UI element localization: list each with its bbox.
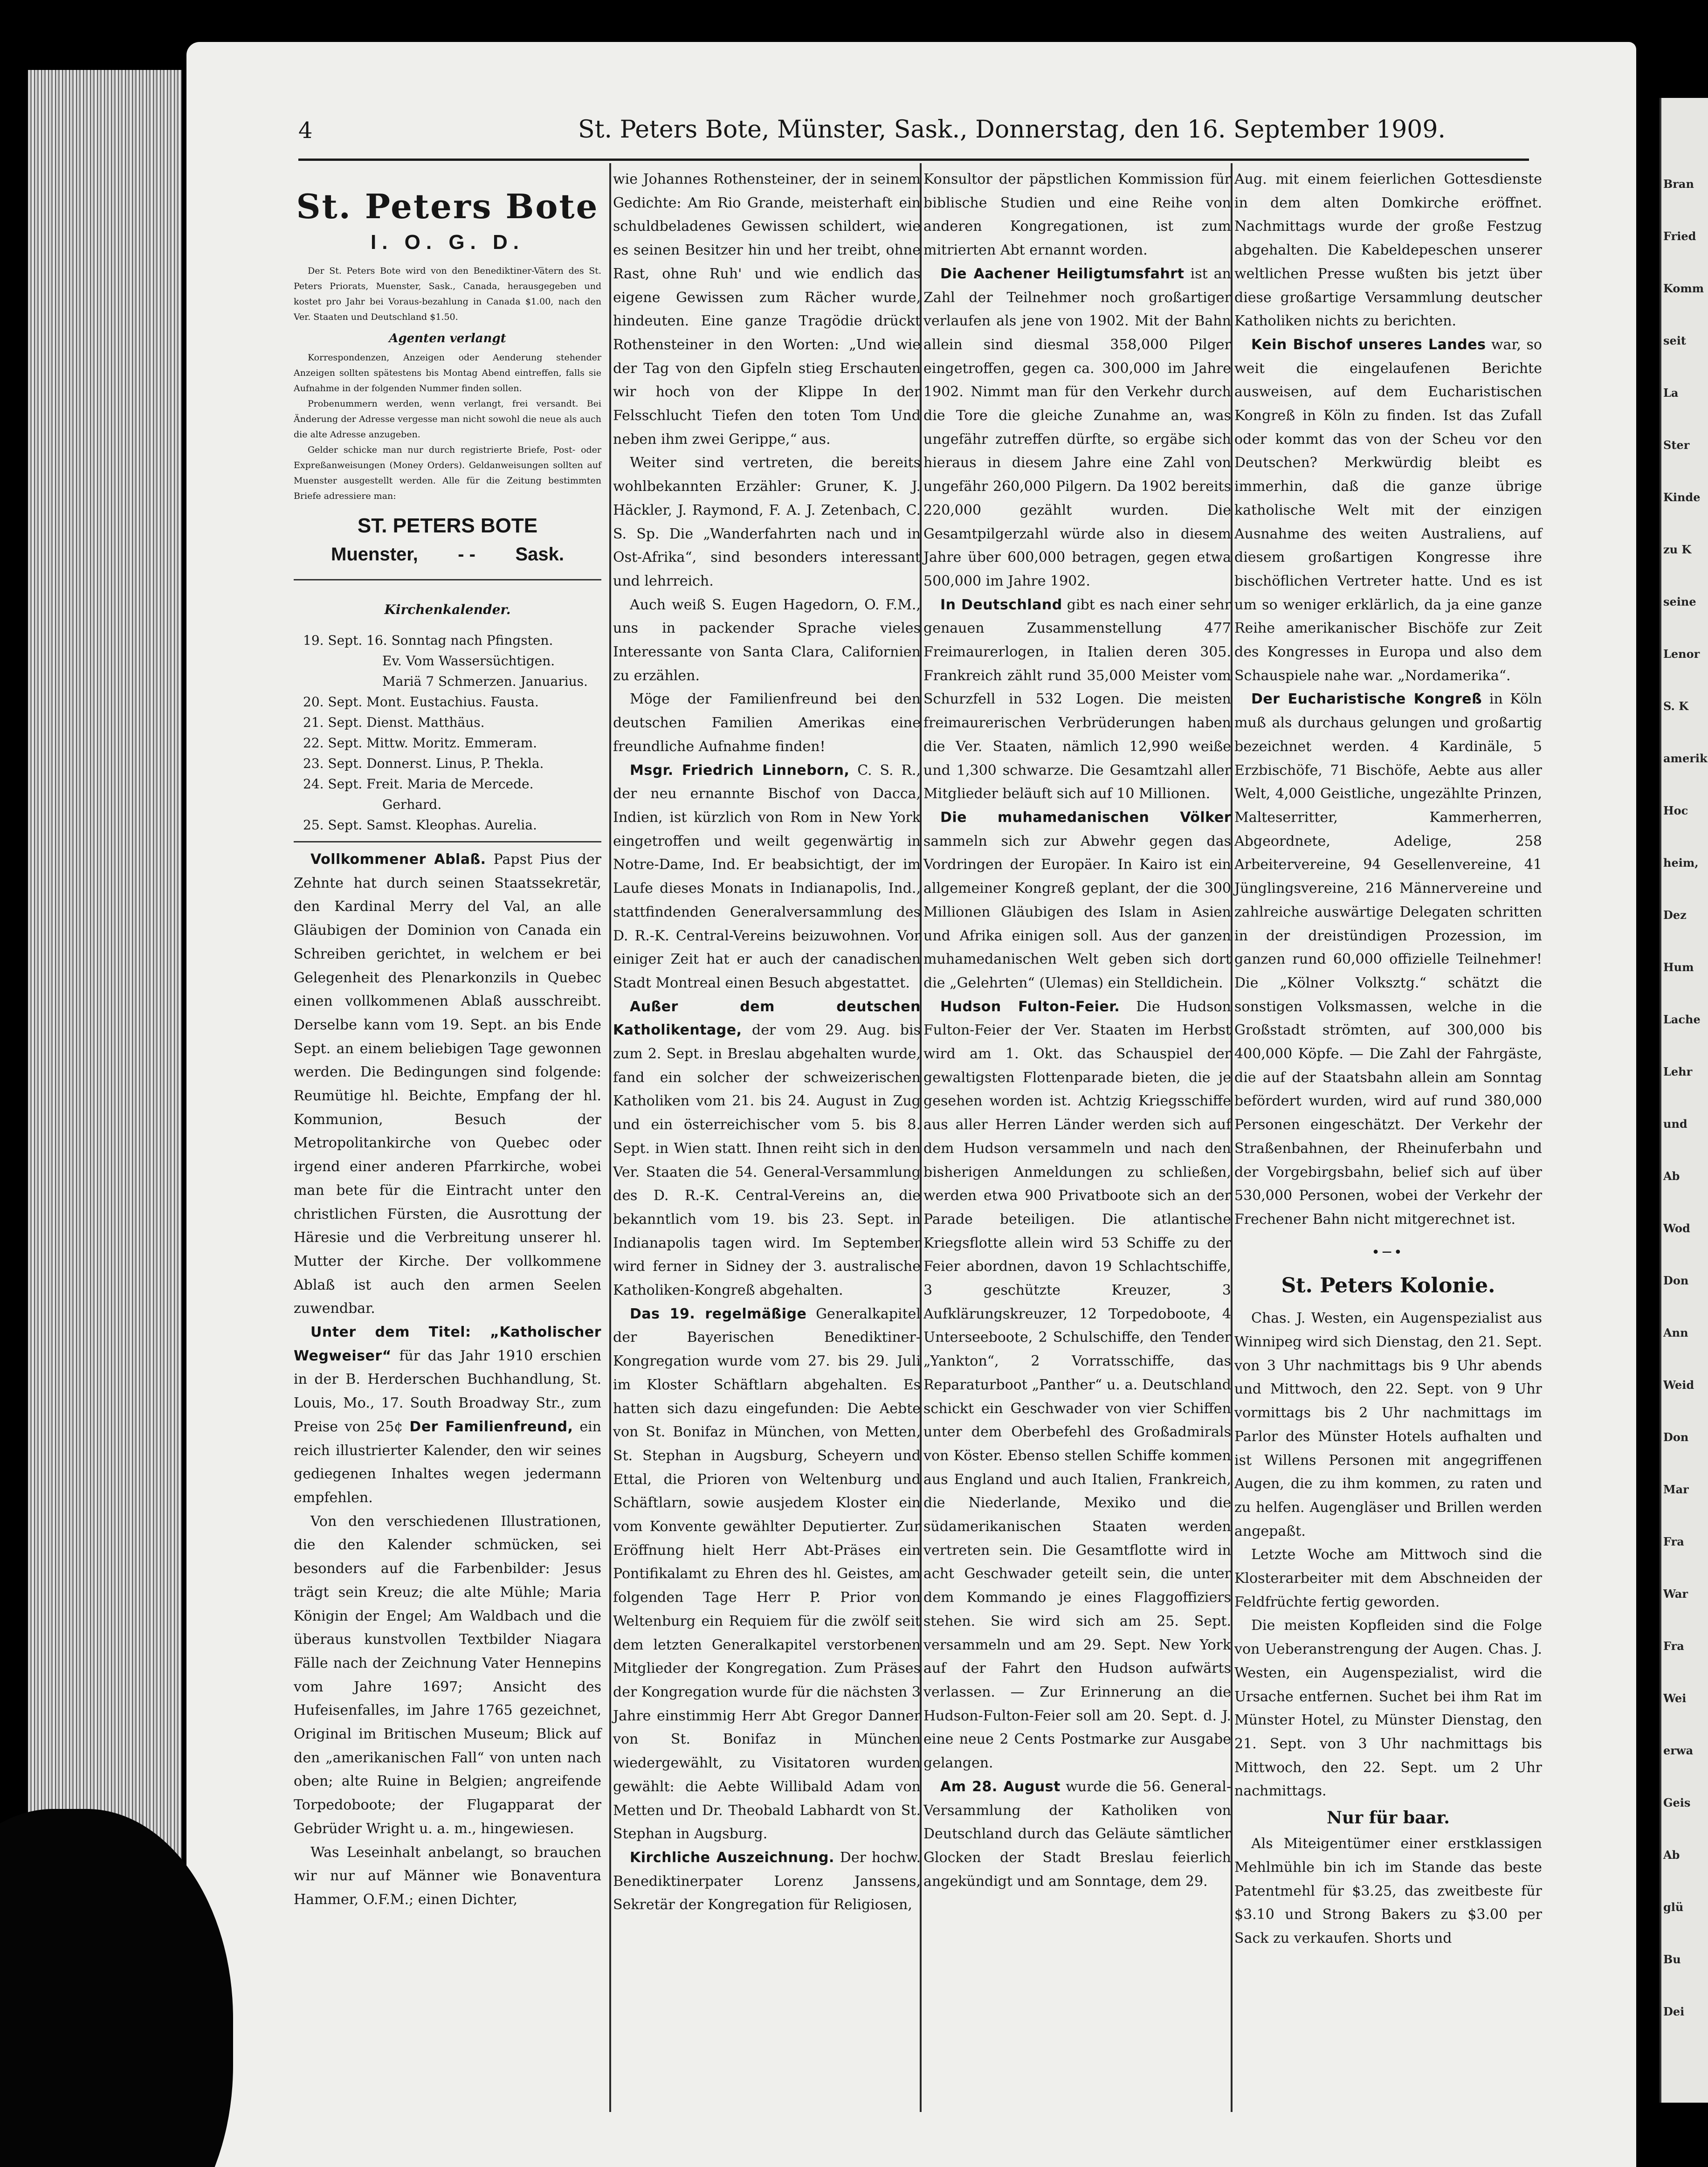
- article-heading: Der Familienfreund,: [409, 1418, 573, 1435]
- facing-page-word: seine: [1663, 595, 1696, 608]
- article-text: ein reich illustrierter Kalender, den wir seines gediegenen Inhaltes wegen jedermann empfehlen.: [294, 1418, 601, 1506]
- article-text: Möge der Familienfreund bei den deutschen Familien Amerikas eine freundliche Aufnahme finden!: [613, 691, 921, 755]
- facing-page-word: Dei: [1663, 2005, 1685, 2018]
- facing-page-word: Bran: [1663, 177, 1694, 191]
- column-3: [923, 168, 1231, 1893]
- facing-page-word: Don: [1663, 1274, 1689, 1287]
- article: [294, 1321, 601, 1510]
- facing-page-word: Ab: [1663, 1848, 1680, 1862]
- calendar-line: 19. Sept. 16. Sonntag nach Pfingsten.: [303, 633, 553, 648]
- article: [613, 1846, 921, 1917]
- calendar-line: 23. Sept. Donnerst. Linus, P. Thekla.: [303, 756, 544, 771]
- article-heading: Kein Bischof unseres Landes: [1251, 336, 1486, 353]
- article-text: sammeln sich zur Abwehr gegen das Vordringen der Europäer. In Kairo ist ein allgemeiner Kongreß geplant, der die 300 Millionen Gläubigen des Islam in Asien und Afrika einigen soll. Aus der ganzen muhamedanischen Welt geben sich dort die „Gelehrten“ (Ulemas) ein Stelldichein.: [923, 833, 1231, 991]
- calendar-line: Gerhard.: [382, 797, 442, 812]
- article-text: Generalkapitel der Bayerischen Benediktiner-Kongregation wurde vom 27. bis 29. Juli im Kloster Schäftlarn abgehalten. Es hatten sich dazu eingefunden: Die Aebte von St. Bonifaz in München, von Metten, St. Stephan in Augsburg, Scheyern und Ettal, die Prioren von Weltenburg und Schäftlarn, sowie ausjedem Kloster ein vom Konvente gewählter Deputierter. Zur Eröffnung hielt Herr Abt-Präses ein Pontifikalamt zu Ehren des hl. Geistes, am folgenden Tage Herr P. Prior von Weltenburg ein Requiem für die zwölf seit dem letzten Generalkapitel verstorbenen Mitglieder der Kongregation. Zum Präses der Kongregation wurde für die nächsten 3 Jahre einstimmig Herr Abt Gregor Danner von St. Bonifaz in München wiedergewählt, zu Visitatoren wurden gewählt: die Aebte Willibald Adam von Metten und Dr. Theobald Labhardt von St. Stephan in Augsburg.: [613, 1305, 921, 1843]
- article-heading: Unter dem Titel: „Katholischer Wegweiser“: [294, 1324, 601, 1364]
- article-text: Auch weiß S. Eugen Hagedorn, O. F.M., uns in packender Sprache vieles Interessante von Santa Clara, Californien zu erzählen.: [613, 596, 921, 684]
- facing-page-word: Mar: [1663, 1483, 1689, 1496]
- article-heading: Die muhamedanischen Völker: [940, 809, 1231, 826]
- facing-page-word: seit: [1663, 334, 1686, 347]
- facing-page-word: Fra: [1663, 1535, 1684, 1548]
- facing-page-word: glü: [1663, 1900, 1684, 1914]
- facing-page-word: heim,: [1663, 856, 1699, 870]
- calendar-line: 22. Sept. Mittw. Moritz. Emmeram.: [303, 735, 537, 751]
- article: [1234, 688, 1542, 1231]
- article-heading: Das 19. regelmäßige: [630, 1305, 807, 1322]
- article: [294, 848, 601, 1321]
- article-text: Der hochw. Benediktinerpater Lorenz Janssens, Sekretär der Kongregation für Religiosen,: [613, 1849, 921, 1913]
- article-text: der vom 29. Aug. bis zum 2. Sept. in Breslau abgehalten wurde, fand ein solcher der schweizerischen Katholiken vom 21. bis 24. August in Zug und ein österreichischer vom 5. bis 8. Sept. in Wien statt. Ihnen reiht sich in den Ver. Staaten die 54. General-Versammlung des D. R.-K. Central-Vereins an, die bekanntlich vom 19. bis 23. Sept. in Indianapolis tagen wird. Im September wird ferner in Sidney der 3. australische Katholiken-Kongreß abgehalten.: [613, 1022, 921, 1299]
- facing-page-word: Lache: [1663, 1013, 1701, 1026]
- facing-page-word: zu K: [1663, 543, 1692, 556]
- article: [923, 594, 1231, 806]
- article-text: Weiter sind vertreten, die bereits wohlbekannten Erzähler: Gruner, K. J. Häckler, J. Raymond, F. A. J. Zetenbach, C. S. Sp. Die „Wanderfahrten nach und in Ost-Afrika“, sind besonders interessant und lehrreich.: [613, 455, 921, 589]
- article-heading: Der Eucharistische Kongreß: [1251, 691, 1482, 708]
- facing-page-word: Fra: [1663, 1639, 1684, 1653]
- facing-page-word: Kinde: [1663, 490, 1701, 504]
- article-heading: Hudson Fulton-Feier.: [940, 998, 1120, 1015]
- facing-page-word: erwa: [1663, 1744, 1694, 1757]
- address-province: Sask.: [515, 544, 564, 565]
- header-rule: [298, 159, 1529, 161]
- facing-page-rule: [1660, 98, 1661, 2103]
- article-text: Chas. J. Westen, ein Augenspezialist aus Winnipeg wird sich Dienstag, den 21. Sept. von 3 Uhr nachmittags bis 9 Uhr abends und Mittwoch, den 22. Sept. von 9 Uhr vormittags bis 2 Uhr nachmittags im Parlor des Münster Hotels aufhalten und ist Willens Personen mit angegriffenen Augen, die zu ihm kommen, zu raten und zu helfen. Augengläser und Brillen werden angepaßt.: [1234, 1310, 1542, 1539]
- article-text: Papst Pius der Zehnte hat durch seinen Staatssekretär, den Kardinal Merry del Val, an alle Gläubigen der Dominion von Canada ein Schreiben gerichtet, in welchem er bei Gelegenheit des Plenarkonzils in Quebec einen vollkommenen Ablaß ausschreibt. Derselbe kann vom 19. Sept. an bis Ende Sept. an einem beliebigen Tage gewonnen werden. Die Bedingungen sind folgende: Reumütige hl. Beichte, Empfang der hl. Kommunion, Besuch der Metropolitankirche von Quebec oder irgend einer anderen Pfarrkirche, wobei man bete für die Eintracht unter den christlichen Fürsten, die Ausrottung der Häresie und die Verbreitung unserer hl. Mutter der Kirche. Der vollkommene Ablaß ist auch den armen Seelen zuwendbar.: [294, 851, 601, 1317]
- address-town-line: [294, 544, 601, 565]
- facing-page-word: Fried: [1663, 229, 1696, 243]
- calendar-title: Kirchenkalender.: [384, 602, 511, 617]
- article: [613, 759, 921, 995]
- facing-page-word: Weid: [1663, 1378, 1694, 1392]
- calendar-line: 24. Sept. Freit. Maria de Mercede.: [303, 776, 534, 792]
- article-text: für das Jahr 1910 erschien in der B. Herderschen Buchhandlung, St. Louis, Mo., 17. South Broadway Str., zum Preise von 25¢: [294, 1347, 601, 1435]
- motto: I. O. G. D.: [370, 231, 525, 254]
- article: [923, 995, 1231, 1775]
- calendar-line: Ev. Vom Wassersüchtigen.: [382, 653, 555, 669]
- article-heading: Die Aachener Heiligtumsfahrt: [940, 265, 1185, 282]
- facing-page-word: Lehr: [1663, 1065, 1693, 1078]
- facing-page-word: Wei: [1663, 1691, 1687, 1705]
- calendar-line: 20. Sept. Mont. Eustachius. Fausta.: [303, 694, 539, 710]
- address-dash: - -: [458, 544, 475, 565]
- section-ornament: •─•: [1371, 1244, 1405, 1261]
- article-text: Die Hudson Fulton-Feier der Ver. Staaten im Herbst wird am 1. Okt. das Schauspiel der gewaltigsten Flottenparade bieten, die je gesehen worden ist. Achtzig Kriegsschiffe aus aller Herren Länder werden sich auf dem Hudson versammeln und nach den bisherigen Anmeldungen zu schließen, werden etwa 900 Privatboote sich an der Parade beteiligen. Die atlantische Kriegsflotte allein wird 53 Schiffe zu der Feier abordnen, davon 19 Schlachtschiffe, 3 geschützte Kreuzer, 3 Aufklärungskreuzer, 12 Torpedoboote, 4 Unterseeboote, 2 Schulschiffe, den Tender „Yankton“, 2 Vorratsschiffe, das Reparaturboot „Panther“ u. a. Deutschland schickt ein Geschwader von vier Schiffen unter dem Oberbefehl des Großadmirals von Köster. Ebenso stellen Schiffe kommen aus England und auch Italien, Frankreich, die Niederlande, Mexiko und die südamerikanischen Staaten werden vertreten sein. Die Gesamtflotte wird in acht Geschwader geteilt sein, die unter dem Kommando je eines Flaggoffiziers stehen. Sie wird sich am 25. Sept. versammeln und am 29. Sept. New York auf der Fahrt den Hudson aufwärts verlassen. — Zur Erinnerung an die Hudson-Fulton-Feier soll am 20. Sept. d. J. eine neue 2 Cents Postmarke zur Ausgabe gelangen.: [923, 998, 1231, 1772]
- facing-page-word: Don: [1663, 1430, 1689, 1444]
- page-header: [298, 112, 1529, 154]
- address-town: Muenster,: [331, 544, 418, 565]
- facing-page-word: Komm: [1663, 282, 1704, 295]
- article-text: war, so weit die eingelaufenen Berichte ausweisen, auf dem Eucharistischen Kongreß in Köln zu finden. Ist das Zufall oder kommt das von der Scheu vor den Deutschen? Merkwürdig bleibt es immerhin, daß die ganze übrige katholische Welt mit der einzigen Ausnahme des weiten Australiens, auf diesem großartigen Kongresse ihre bischöflichen Vertreter hatte. Und es ist um so weniger erklärlich, da ja eine ganze Reihe amerikanischer Bischöfe zur Zeit des Kongresses in Europa und also dem Schauspiele nahe war. „Nordamerika“.: [1234, 336, 1542, 684]
- book-page-edges: [28, 70, 182, 1898]
- publisher-note: Der St. Peters Bote wird von den Benediktiner-Vätern des St. Peters Priorats, Muenster, Sask., Canada, herausgegeben und kostet pro Jahr bei Voraus-bezahlung in Canada $1.00, nach den Ver. Staaten und Deutschland $1.50.: [294, 266, 601, 322]
- notice: Gelder schicke man nur durch registrierte Briefe, Post- oder Expreßanweisungen (Money Orders). Geldanweisungen sollten auf Muenster ausgestellt werden. Alle für die Zeitung bestimmten Briefe adressiere man:: [294, 445, 601, 501]
- facing-page-word: und: [1663, 1117, 1687, 1131]
- article-text: Was Leseinhalt anbelangt, so brauchen wir nur auf Männer wie Bonaventura Hammer, O.F.M.; einen Dichter,: [294, 1844, 601, 1908]
- article-heading: Msgr. Friedrich Linneborn,: [630, 762, 850, 779]
- article-heading: Am 28. August: [940, 1778, 1061, 1795]
- article-text: wie Johannes Rothensteiner, der in seinem Gedichte: Am Rio Grande, meisterhaft ein schuldbeladenes Gewissen schildert, wie es seinen Besitzer hin und her treibt, ohne Rast, ohne Ruh' und wie endlich das eigene Gewissen zum Rächer wurde, hindeuten. Eine ganze Tragödie drückt Rothensteiner in den Worten: „Und wie der Tag von den Gipfeln stieg Erschauten wir hoch von der Klippe In der Felsschlucht Tiefen den toten Tom Und neben ihm zwei Gerippe,“ aus.: [613, 171, 921, 448]
- article-heading: Vollkommener Ablaß.: [310, 851, 486, 868]
- facing-page-word: S. K: [1663, 699, 1689, 713]
- notice: Probenummern werden, wenn verlangt, frei versandt. Bei Änderung der Adresse vergesse man nicht sowohl die neue als auch die alte Adresse anzugeben.: [294, 399, 601, 440]
- article-text: wurde die 56. General-Versammlung der Katholiken von Deutschland durch das Geläute sämtlicher Glocken der Stadt Breslau feierlich angekündigt und am Sonntage, dem 29.: [923, 1778, 1231, 1890]
- page-number: 4: [298, 117, 313, 144]
- column-rule: [609, 163, 611, 2112]
- facing-page-word: Geis: [1663, 1796, 1691, 1809]
- article-heading: In Deutschland: [940, 596, 1062, 613]
- masthead: [294, 186, 601, 617]
- article-text: Aug. mit einem feierlichen Gottesdienste in dem alten Domkirche eröffnet. Nachmittags wurde der große Festzug abgehalten. Die Kabeldepeschen unserer weltlichen Presse wußten bis jetzt über diese großartige Versammlung deutscher Katholiken nichts zu berichten.: [1234, 171, 1542, 330]
- church-calendar: [303, 630, 601, 835]
- calendar-line: 21. Sept. Dienst. Matthäus.: [303, 715, 485, 730]
- article: [923, 806, 1231, 995]
- section-title: St. Peters Kolonie.: [1281, 1274, 1495, 1298]
- article-heading: Kirchliche Auszeichnung.: [630, 1849, 834, 1866]
- article: [1234, 333, 1542, 688]
- column-4: [1234, 168, 1542, 1951]
- article: [923, 1775, 1231, 1894]
- article-text: C. S. R., der neu ernannte Bischof von Dacca, Indien, ist kürzlich von Rom in New York eingetroffen und weilt gegenwärtig in Notre-Dame, Ind. Er beabsichtigt, der im Laufe dieses Monats in Indianapolis, Ind., stattfindenden Generalversammlung des D. R.-K. Central-Vereins beizuwohnen. Vor einiger Zeit hat er auch der canadischen Stadt Montreal einen Besuch abgestattet.: [613, 762, 921, 991]
- facing-page-word: Lenor: [1663, 647, 1700, 661]
- running-title: St. Peters Bote, Münster, Sask., Donnerstag, den 16. September 1909.: [578, 116, 1446, 144]
- facing-page-word: La: [1663, 386, 1679, 400]
- column-2: [613, 168, 921, 1917]
- facing-page-word: Wod: [1663, 1222, 1690, 1235]
- article-text: ist an Zahl der Teilnehmer noch großartiger verlaufen als jene von 1902. Mit der Bahn allein sind diesmal 358,000 Pilger eingetroffen, gegen ca. 300,000 im Jahre 1902. Nimmt man für den Verkehr durch die Tore die gleiche Zunahme an, was ungefähr zutreffen dürfte, so ergäbe sich hieraus in diesem Jahre eine Zahl von ungefähr 260,000 Pilgern. Da 1902 bereits 220,000 gezählt wurden. Die Gesamtpilgerzahl würde also in diesem Jahre über 600,000 betragen, gegen etwa 500,000 im Jahre 1902.: [923, 265, 1231, 589]
- column-1: [294, 168, 601, 1912]
- article-text: Von den verschiedenen Illustrationen, die den Kalender schmücken, sei besonders auf die Farbenbilder: Jesus trägt sein Kreuz; die alte Mühle; Maria Königin der Engel; Am Waldbach und die überaus kunstvollen Textbilder Niagara Fälle nach der Zeichnung Vater Hennepins vom Jahre 1697; Ansicht des Hufeisenfalles, im Jahre 1765 gezeichnet, Original im Britischen Museum; Blick auf den „amerikanischen Fall“ von unten nach oben; alte Ruine in Belgien; angreifende Torpedoboote; der Flugapparat der Gebrüder Wright u. a. m., hingewiesen.: [294, 1513, 601, 1837]
- newspaper-name: St. Peters Bote: [296, 186, 599, 226]
- article-text: Als Miteigentümer einer erstklassigen Mehlmühle bin ich im Stande das beste Patentmehl für $3.25, das zweitbeste für $3.10 und Strong Bakers zu $3.00 per Sack zu verkaufen. Shorts und: [1234, 1836, 1542, 1946]
- article-text: Die meisten Kopfleiden sind die Folge von Ueberanstrengung der Augen. Chas. J. Westen, ein Augenspezialist, wird die Ursache entfernen. Suchet bei ihm Rat im Münster Hotel, zu Münster Dienstag, den 21. Sept. von 3 Uhr nachmittags bis Mittwoch, den 22. Sept. um 2 Uhr nachmittags.: [1234, 1617, 1542, 1800]
- article-text: Konsultor der päpstlichen Kommission für biblische Studien und eine Reihe von anderen Kongregationen, ist zum mitrierten Abt ernannt worden.: [923, 171, 1231, 259]
- facing-page-word: Ann: [1663, 1326, 1688, 1339]
- facing-page-fragment: [1660, 98, 1708, 2103]
- facing-page-word: Ab: [1663, 1169, 1680, 1183]
- notice: Korrespondenzen, Anzeigen oder Aenderung stehender Anzeigen sollten spätestens bis Montag Abend eintreffen, falls sie Aufnahme in der folgenden Nummer finden sollen.: [294, 352, 601, 393]
- article-text: Letzte Woche am Mittwoch sind die Klosterarbeiter mit dem Abschneiden der Feldfrüchte fertig geworden.: [1234, 1546, 1542, 1610]
- facing-page-word: amerik: [1663, 752, 1708, 765]
- subsection-title: Nur für baar.: [1327, 1808, 1450, 1828]
- address-name: ST. PETERS BOTE: [357, 514, 538, 537]
- article-heading: Außer dem deutschen Katholikentage,: [613, 998, 921, 1039]
- agents-wanted: Agenten verlangt: [389, 331, 506, 345]
- article: [613, 1303, 921, 1846]
- calendar-line: 25. Sept. Samst. Kleophas. Aurelia.: [303, 817, 537, 833]
- facing-page-word: Hoc: [1663, 804, 1688, 817]
- rule: [294, 841, 601, 842]
- rule: [294, 579, 601, 580]
- article-text: gibt es nach einer sehr genauen Zusammenstellung 477 Freimaurerlogen, in Italien deren 305. Frankreich zählt rund 35,000 Meister vom Schurzfell in 532 Logen. Die meisten freimaurerischen Verbrüderungen haben die Ver. Staaten, nämlich 12,990 weiße und 1,300 schwarze. Die Gesamtzahl aller Mitglieder beläuft sich auf 10 Millionen.: [923, 596, 1231, 802]
- facing-page-word: Dez: [1663, 908, 1687, 922]
- calendar-line: Mariä 7 Schmerzen. Januarius.: [382, 674, 588, 689]
- article: [613, 995, 921, 1303]
- facing-page-word: Ster: [1663, 438, 1690, 452]
- facing-page-word: Bu: [1663, 1953, 1681, 1966]
- facing-page-word: War: [1663, 1587, 1688, 1601]
- article-text: in Köln muß als durchaus gelungen und großartig bezeichnet werden. 4 Kardinäle, 5 Erzbischöfe, 71 Bischöfe, Aebte aus aller Welt, 4,000 Geistliche, ungezählte Prinzen, Malteserritter, Kammerherren, Abgeordnete, Adelige, 258 Arbeitervereine, 94 Gesellenvereine, 41 Jünglingsvereine, 216 Männervereine und zahlreiche auswärtige Delegaten schritten in der dreistündigen Prozession, im ganzen rund 60,000 offizielle Teilnehmer! Die „Kölner Volksztg.“ schätzt die sonstigen Volksmassen, welche in die Großstadt strömten, auf 300,000 bis 400,000 Köpfe. — Die Zahl der Fahrgäste, die auf der Staatsbahn allein am Sonntag befördert wurden, wird auf rund 380,000 Personen eingeschätzt. Der Verkehr der Straßenbahnen, der Rheinuferbahn und der Vorgebirgsbahn, belief sich auf über 530,000 Personen, wobei der Verkehr der Frechener Bahn nicht mitgerechnet ist.: [1234, 691, 1542, 1228]
- facing-page-word: Hum: [1663, 960, 1694, 974]
- article: [923, 262, 1231, 594]
